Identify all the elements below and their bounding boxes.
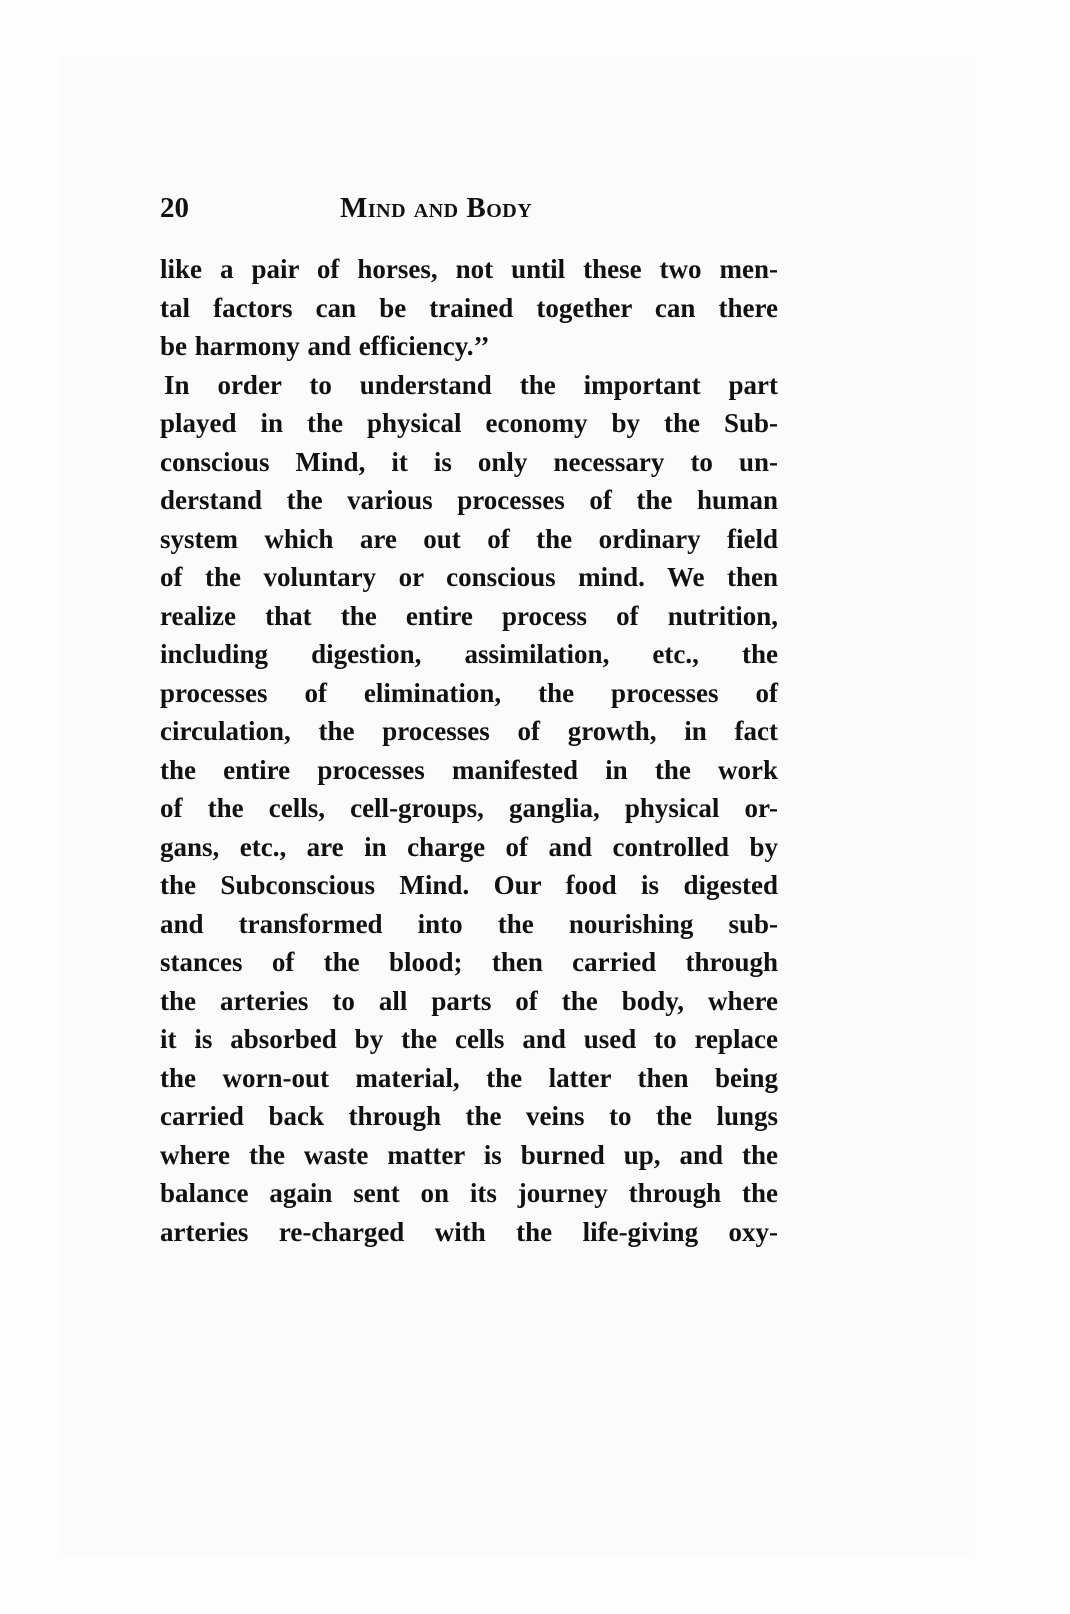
text-line: of the cells, cell-groups, ganglia, physical or- xyxy=(160,793,778,823)
page-header xyxy=(160,192,780,232)
text-line: be harmony and efficiency.’’ xyxy=(160,331,490,361)
text-line: it is absorbed by the cells and used to replace xyxy=(160,1024,778,1054)
text-line: system which are out of the ordinary field xyxy=(160,523,778,554)
text-line: tal factors can be trained together can there xyxy=(160,292,778,323)
text-line: where the waste matter is burned up, and the xyxy=(160,1139,778,1170)
text-line: realize that the entire process of nutrition, xyxy=(160,600,778,631)
text-line: carried back through the veins to the lungs xyxy=(160,1101,778,1131)
text-line: the worn-out material, the latter then being xyxy=(160,1062,778,1093)
text-line: including digestion, assimilation, etc., the xyxy=(160,639,778,669)
text-line: circulation, the processes of growth, in fact xyxy=(160,716,778,746)
text-line: played in the physical economy by the Sub- xyxy=(160,408,778,438)
text-line: like a pair of horses, not until these two men- xyxy=(160,254,778,284)
text-line: gans, etc., are in charge of and controlled by xyxy=(160,831,778,862)
body-text xyxy=(160,250,778,1251)
text-line: the arteries to all parts of the body, where xyxy=(160,985,778,1016)
text-line: derstand the various processes of the human xyxy=(160,485,778,515)
text-line: processes of elimination, the processes of xyxy=(160,677,778,708)
text-line: In order to understand the important part xyxy=(164,369,778,400)
text-line: arteries re-charged with the life-giving oxy- xyxy=(160,1216,778,1247)
text-line: conscious Mind, it is only necessary to un- xyxy=(160,446,778,477)
text-line: stances of the blood; then carried through xyxy=(160,947,778,977)
text-line: balance again sent on its journey through the xyxy=(160,1178,778,1208)
text-line: of the voluntary or conscious mind. We then xyxy=(160,562,778,592)
page-number: 20 xyxy=(160,192,189,224)
text-line: the entire processes manifested in the work xyxy=(160,754,778,785)
running-head: Mind and Body xyxy=(340,192,533,224)
text-line: the Subconscious Mind. Our food is digested xyxy=(160,870,778,900)
text-line: and transformed into the nourishing sub- xyxy=(160,908,778,939)
